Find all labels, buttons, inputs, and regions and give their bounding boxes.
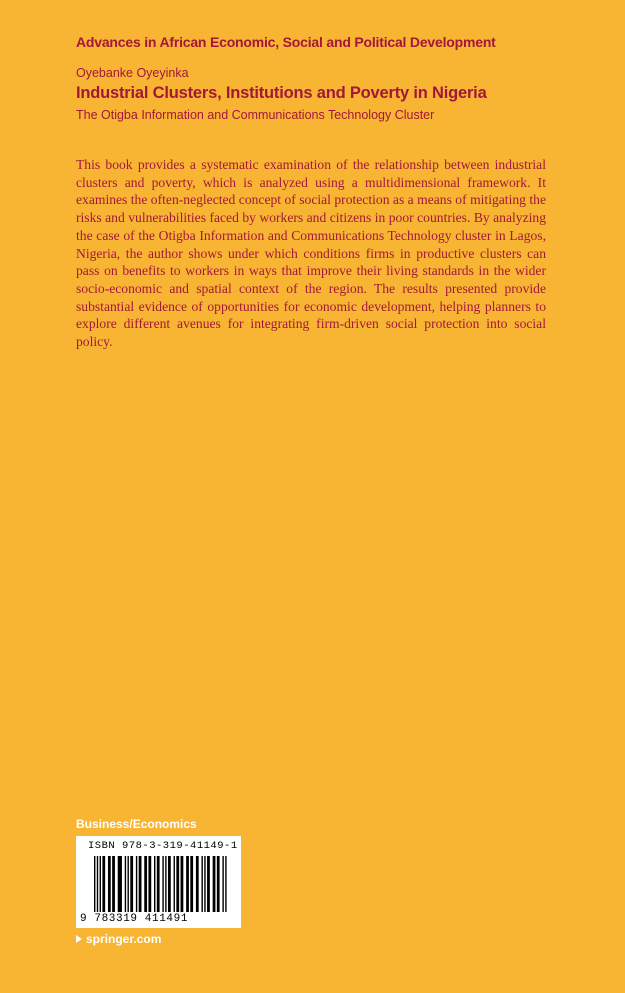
book-subtitle: The Otigba Information and Communications Technology Cluster [76, 108, 435, 122]
barcode-bar [186, 856, 189, 912]
barcode-bar [217, 856, 220, 912]
barcode-bar [165, 856, 166, 912]
barcode-bar [97, 856, 98, 912]
barcode-bar [130, 856, 133, 912]
barcode-bar [136, 856, 137, 912]
author-name: Oyebanke Oyeyinka [76, 66, 189, 80]
barcode-bar [118, 856, 122, 912]
barcode-bar [139, 856, 142, 912]
barcode-bar [125, 856, 126, 912]
barcode-bar [207, 856, 210, 912]
barcode-bar [148, 856, 151, 912]
barcode-bar [112, 856, 115, 912]
book-description: This book provides a systematic examination of the relationship between industrial clusters and poverty, which is analyzed using a multidimensional framework. It examines the often-neglected concept of social protection as a means of mitigating the risks and vulnerabilities faced by workers and citizens in poor countries. By analyzing the case of the Otigba Information and Communications Technology cluster in Lagos, Nigeria, the author shows under which conditions firms in productive clusters can pass on benefits to workers in ways that improve their living standards in the wider socio-economic and spatial context of the region. The results presented provide substantial evidence of opportunities for economic development, helping planners to explore different avenues for integrating firm-driven social protection into social policy. [76, 157, 546, 350]
barcode-bar [213, 856, 216, 912]
barcode-bar [204, 856, 205, 912]
isbn-barcode [76, 836, 241, 928]
barcode-bar [162, 856, 163, 912]
barcode-bar [144, 856, 147, 912]
barcode-bar [196, 856, 199, 912]
publisher-link-label: springer.com [86, 932, 162, 946]
barcode-bar [225, 856, 226, 912]
barcode-bar [181, 856, 184, 912]
barcode-bar [201, 856, 202, 912]
series-title: Advances in African Economic, Social and Political Development [76, 34, 496, 50]
subject-category: Business/Economics [76, 817, 197, 831]
barcode-bar [100, 856, 101, 912]
barcode-bar [174, 856, 175, 912]
barcode-bar [190, 856, 193, 912]
barcode-bar [102, 856, 105, 912]
barcode-bar [108, 856, 111, 912]
barcode-bars [94, 856, 228, 912]
barcode-bar [94, 856, 95, 912]
barcode-bar [157, 856, 160, 912]
barcode-bar [222, 856, 223, 912]
ean-digits: 9 783319 411491 [80, 913, 189, 925]
isbn-label: ISBN 978-3-319-41149-1 [88, 840, 238, 852]
barcode-bar [128, 856, 129, 912]
barcode-bar [154, 856, 155, 912]
arrow-right-icon [76, 935, 82, 943]
book-title: Industrial Clusters, Institutions and Poverty in Nigeria [76, 84, 487, 102]
publisher-link[interactable] [76, 932, 161, 946]
barcode-bar [176, 856, 179, 912]
barcode-bar [168, 856, 171, 912]
